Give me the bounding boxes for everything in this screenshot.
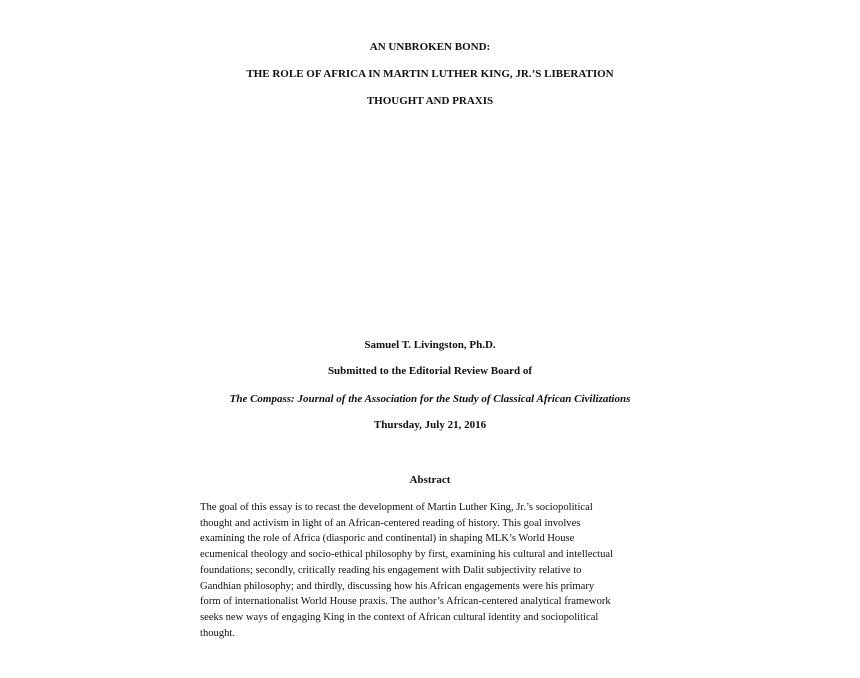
abstract-heading: Abstract	[409, 474, 451, 486]
abstract-line: The goal of this essay is to recast the development of Martin Luther King, Jr.’s sociopolitical	[200, 502, 593, 513]
author-name: Samuel T. Livingston, Ph.D.	[364, 339, 496, 351]
abstract-line: thought.	[200, 627, 236, 639]
title-line-3: THOUGHT AND PRAXIS	[366, 95, 494, 107]
abstract-line: foundations; secondly, critically reading his engagement with Dalit subjectivity relative to	[200, 564, 582, 576]
abstract-line: form of internationalist World House praxis. The author’s African-centered analytical framework	[200, 596, 611, 608]
title-line-2: THE ROLE OF AFRICA IN MARTIN LUTHER KING, JR.’S LIBERATION	[246, 68, 614, 80]
title-line-1: AN UNBROKEN BOND:	[369, 41, 491, 53]
abstract-body	[200, 500, 670, 641]
abstract-line: ecumenical theology and socio-ethical philosophy by first, examining his cultural and intellectual	[200, 549, 614, 561]
submission-note: Submitted to the Editorial Review Board of	[327, 365, 533, 377]
abstract-line: Gandhian philosophy; and thirdly, discussing how his African engagements were his primary	[200, 580, 595, 592]
abstract-line: seeks new ways of engaging King in the context of African cultural identity and sociopolitical	[200, 611, 599, 623]
submission-date: Thursday, July 21, 2016	[373, 419, 487, 431]
abstract-line: examining the role of Africa (diasporic and continental) in shaping MLK’s World House	[200, 533, 575, 545]
journal-name: The Compass: Journal of the Association for the Study of Classical African Civilizations	[229, 393, 631, 405]
abstract-line: thought and activism in light of an African-centered reading of history. This goal involves	[200, 517, 581, 529]
